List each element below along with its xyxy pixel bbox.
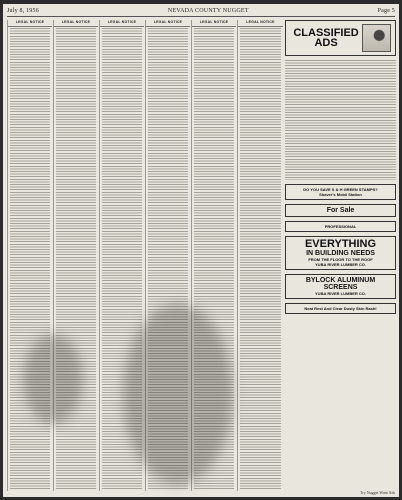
stain-shadow (123, 304, 233, 484)
footer-ad: Try Nugget Want Ads (360, 490, 395, 495)
column-heading: LEGAL NOTICE (8, 20, 52, 27)
skin-ad (285, 303, 396, 314)
column-6 (237, 20, 283, 491)
stamps-text: DO YOU SAVE S & H GREEN STAMPS? (303, 187, 378, 192)
column-heading: LEGAL NOTICE (192, 20, 236, 27)
masthead (7, 6, 395, 17)
classified-text (285, 60, 396, 180)
building-ad-line: IN BUILDING NEEDS (306, 250, 375, 257)
for-sale-text: For Sale (326, 207, 355, 214)
page-number: Page 5 (377, 8, 395, 14)
column-heading: LEGAL NOTICE (238, 20, 283, 27)
building-ad-line: FROM THE FLOOR TO THE ROOF (308, 257, 373, 262)
column-heading: LEGAL NOTICE (146, 20, 190, 27)
classified-header (285, 20, 396, 56)
paper-name: NEVADA COUNTY NUGGET (167, 8, 249, 14)
skin-ad-text: Neat Rest And Clear Dusty Skin Rash! (304, 306, 377, 311)
column-text (240, 28, 281, 491)
building-ad (285, 236, 396, 270)
stain-shadow (23, 334, 83, 424)
page-footer (7, 490, 395, 496)
issue-date: July 8, 1956 (7, 8, 39, 14)
screens-ad (285, 274, 396, 299)
professional-ad (285, 221, 396, 232)
stamps-ad (285, 184, 396, 200)
screens-ad-headline: BYLOCK ALUMINUM SCREENS (305, 277, 376, 291)
column-heading: LEGAL NOTICE (54, 20, 98, 27)
building-ad-headline: EVERYTHING (304, 238, 377, 250)
professional-text: PROFESSIONAL (324, 224, 357, 229)
station-text: Shaver's Mobil Station (319, 192, 362, 197)
classified-title: CLASSIFIED ADS (293, 27, 359, 49)
screens-ad-business: YUBA RIVER LUMBER CO. (315, 291, 366, 296)
building-ad-business: YUBA RIVER LUMBER CO. (315, 262, 366, 267)
newspaper-page (3, 4, 399, 497)
classified-cartoon (362, 24, 391, 52)
ad-column (285, 20, 396, 491)
column-heading: LEGAL NOTICE (100, 20, 144, 27)
for-sale-ad (285, 204, 396, 217)
